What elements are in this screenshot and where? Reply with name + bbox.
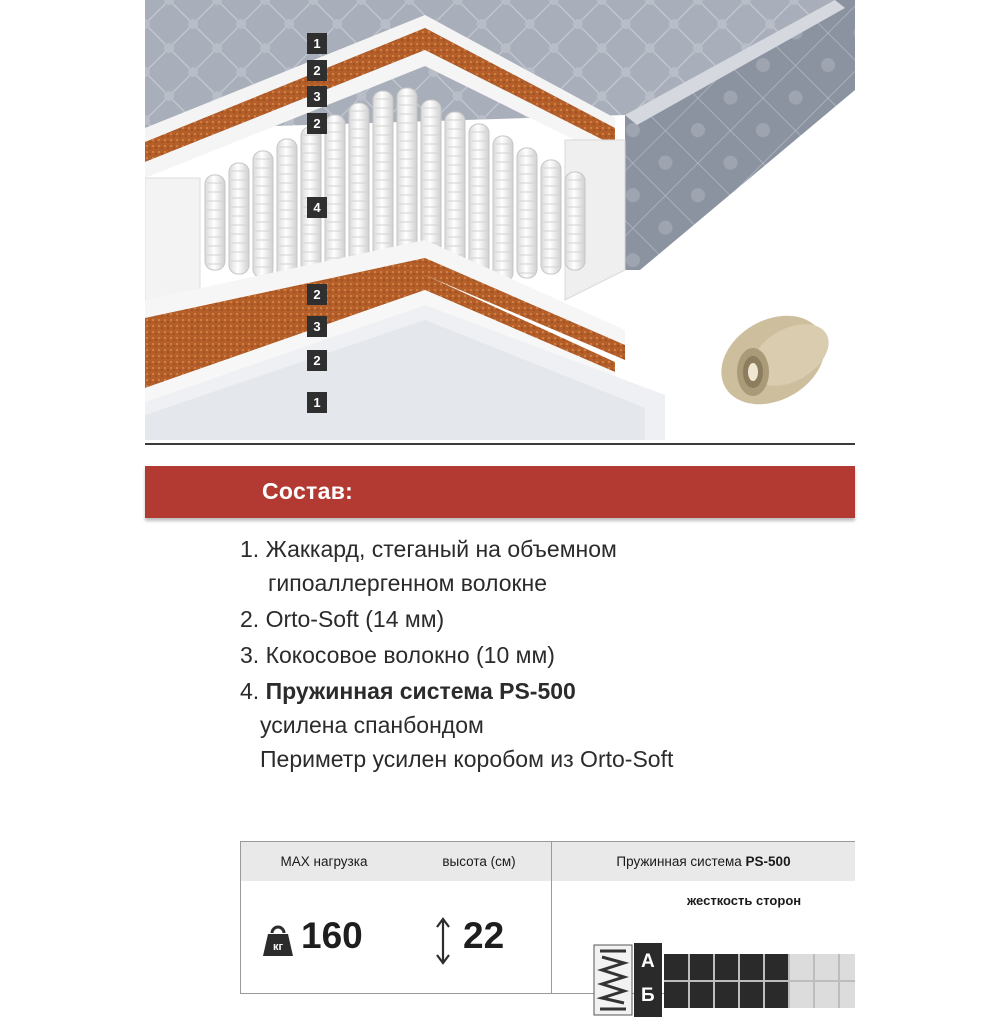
spring-system-header	[552, 841, 855, 882]
list-item-4-continuation: усилена спанбондом	[260, 712, 484, 738]
side-b-label: Б	[641, 985, 655, 1006]
height-header: высота (см)	[407, 841, 552, 882]
side-a-label: А	[641, 951, 655, 972]
list-item-text: Пружинная система PS-500	[265, 678, 576, 704]
list-item-4-continuation-2: Периметр усилен коробом из Orto-Soft	[260, 746, 674, 772]
layer-marker-top-2: 2	[307, 60, 327, 81]
spring-system-header-text: Пружинная система	[616, 854, 746, 869]
firmness-label: жесткость сторон	[687, 893, 802, 908]
max-load-value: 160	[301, 915, 363, 956]
spring-pocket	[205, 175, 225, 270]
list-item-1-continuation: гипоаллергенном волокне	[268, 570, 548, 596]
spring-system-model: PS-500	[745, 854, 791, 869]
section-title: Состав:	[262, 478, 354, 504]
list-item-3	[240, 642, 555, 669]
layer-marker-top-2b: 2	[307, 113, 327, 134]
layer-marker-top-3: 3	[307, 86, 327, 107]
height-arrow-icon	[435, 917, 451, 965]
spring-pocket	[517, 148, 537, 278]
spring-coil-icon	[592, 943, 634, 1017]
side-labels-block	[634, 943, 662, 1017]
illustration-divider	[145, 443, 855, 445]
spec-table	[240, 841, 855, 1006]
height-value: 22	[463, 915, 505, 956]
weight-icon-unit: кг	[272, 941, 284, 953]
layer-marker-bottom-1: 1	[307, 392, 327, 413]
list-item-number: 2.	[240, 606, 260, 632]
layer-marker-bottom-2: 2	[307, 284, 327, 305]
list-item-4	[240, 678, 576, 705]
spring-pocket	[253, 151, 273, 278]
max-load-header: MAX нагрузка	[240, 841, 408, 882]
spring-pocket	[565, 172, 585, 270]
max-load-cell	[240, 881, 408, 994]
layer-marker-bottom-2b: 2	[307, 350, 327, 371]
list-item-2	[240, 606, 444, 633]
weight-icon	[261, 924, 295, 958]
section-banner	[145, 466, 855, 518]
list-item-text: Жаккард, стеганый на объемном	[265, 536, 617, 562]
list-item-number: 3.	[240, 642, 260, 668]
list-item-text: Orto-Soft (14 мм)	[265, 606, 445, 632]
layer-marker-bottom-3: 3	[307, 316, 327, 337]
list-item-1	[240, 536, 617, 563]
material-roll-icon	[705, 298, 840, 422]
layer-marker-core-4: 4	[307, 197, 327, 218]
mattress-cutaway-illustration	[145, 0, 855, 445]
list-item-text: Кокосовое волокно (10 мм)	[265, 642, 555, 668]
layer-marker-top-1: 1	[307, 33, 327, 54]
height-cell	[407, 881, 552, 994]
list-item-number: 4.	[240, 678, 260, 704]
spring-pocket	[493, 136, 513, 282]
list-item-number: 1.	[240, 536, 260, 562]
